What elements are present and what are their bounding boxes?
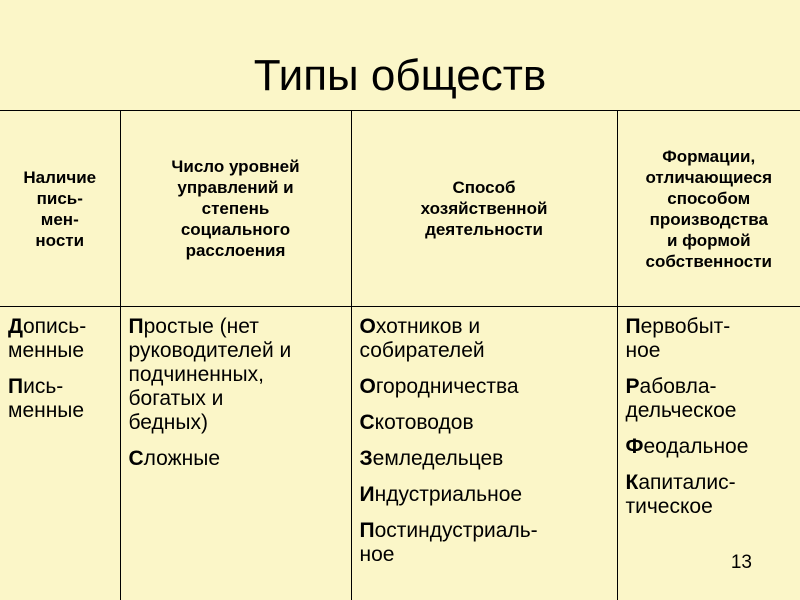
list-item: Пись- менные [8, 375, 85, 422]
society-types-table [0, 110, 800, 600]
list-item: Сложные [128, 447, 221, 470]
list-item: Допись- менные [8, 315, 87, 362]
list-item: Простые (нет руководителей и подчиненных, богатых и бедных) [128, 315, 292, 434]
header-levels: Число уровней управлений и степень социального расслоения [171, 157, 300, 260]
column-economy [351, 307, 617, 600]
list-item: Охотников и собирателей [359, 315, 485, 362]
header-economy: Способ хозяйственной деятельности [420, 178, 548, 239]
header-writing: Наличие пись- мен- ности [23, 167, 97, 250]
list-item: Огородничества [359, 375, 519, 398]
header-cell [120, 111, 351, 307]
list-item: Капиталис- тическое [625, 471, 736, 518]
list-item: Рабовла- дельческое [625, 375, 737, 422]
page-title: Типы обществ [253, 51, 547, 100]
list-item: Скотоводов [359, 411, 474, 434]
page-number: 13 [730, 552, 752, 573]
list-item: Первобыт- ное [625, 315, 731, 362]
list-item: Индустриальное [359, 483, 523, 506]
header-cell [0, 111, 120, 307]
column-formations [617, 307, 800, 600]
list-item: Постиндустриаль- ное [359, 519, 538, 566]
header-formations: Формации, отличающиеся способом производства и формой собственности [645, 146, 773, 271]
column-levels [120, 307, 351, 600]
table-row [0, 307, 800, 600]
list-item: Земледельцев [359, 447, 504, 470]
header-cell [617, 111, 800, 307]
list-item: Феодальное [625, 435, 749, 458]
column-writing [0, 307, 120, 600]
table-header-row [0, 111, 800, 307]
header-cell [351, 111, 617, 307]
